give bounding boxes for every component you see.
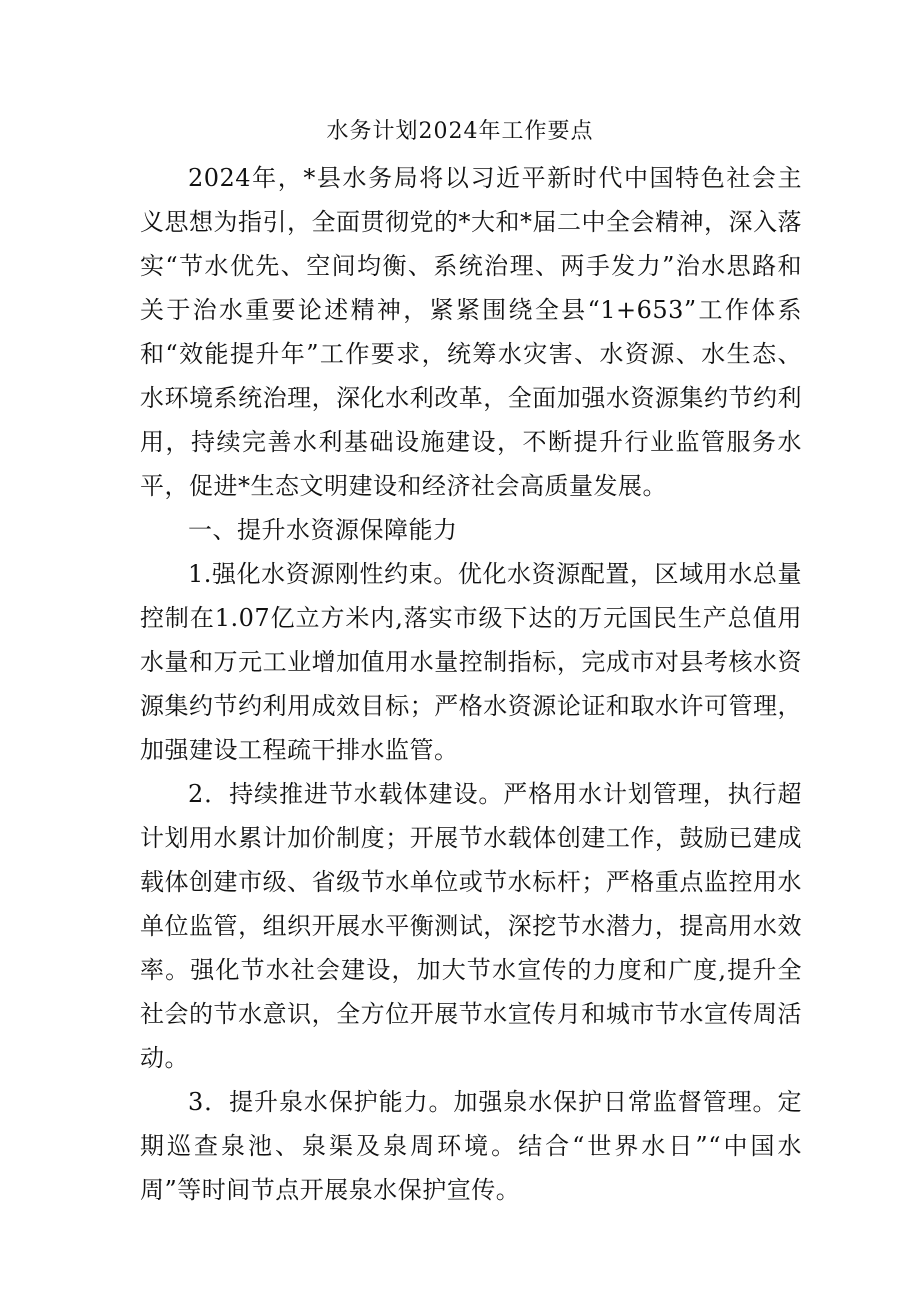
- item-paragraph-3: 3．提升泉水保护能力。加强泉水保护日常监督管理。定期巡查泉池、泉渠及泉周环境。结合“世界水日”“中国水周”等时间节点开展泉水保护宣传。: [140, 1088, 802, 1204]
- item-paragraph-2: 2．持续推进节水载体建设。严格用水计划管理，执行超计划用水累计加价制度；开展节水载体创建工作，鼓励已建成载体创建市级、省级节水单位或节水标杆；严格重点监控用水单位监管，组织开展水平衡测试，深挖节水潜力，提高用水效率。强化节水社会建设，加大节水宣传的力度和广度,提升全社会的节水意识，全方位开展节水宣传月和城市节水宣传周活动。: [140, 780, 802, 1072]
- intro-paragraph: 2024年，*县水务局将以习近平新时代中国特色社会主义思想为指引，全面贯彻党的*大和*届二中全会精神，深入落实“节水优先、空间均衡、系统治理、两手发力”治水思路和关于治水重要论述精神，紧紧围绕全县“1+653”工作体系和“效能提升年”工作要求，统筹水灾害、水资源、水生态、水环境系统治理，深化水利改革，全面加强水资源集约节约利用，持续完善水利基础设施建设，不断提升行业监管服务水平，促进*生态文明建设和经济社会高质量发展。: [140, 164, 802, 500]
- section-heading: 一、提升水资源保障能力: [188, 516, 458, 544]
- item-paragraph-1: 1.强化水资源刚性约束。优化水资源配置，区域用水总量控制在1.07亿立方米内,落实市级下达的万元国民生产总值用水量和万元工业增加值用水量控制指标，完成市对县考核水资源集约节约利用成效目标；严格水资源论证和取水许可管理，加强建设工程疏干排水监管。: [140, 560, 802, 764]
- document-title: 水务计划2024年工作要点: [326, 119, 594, 144]
- document-body: [140, 156, 802, 1212]
